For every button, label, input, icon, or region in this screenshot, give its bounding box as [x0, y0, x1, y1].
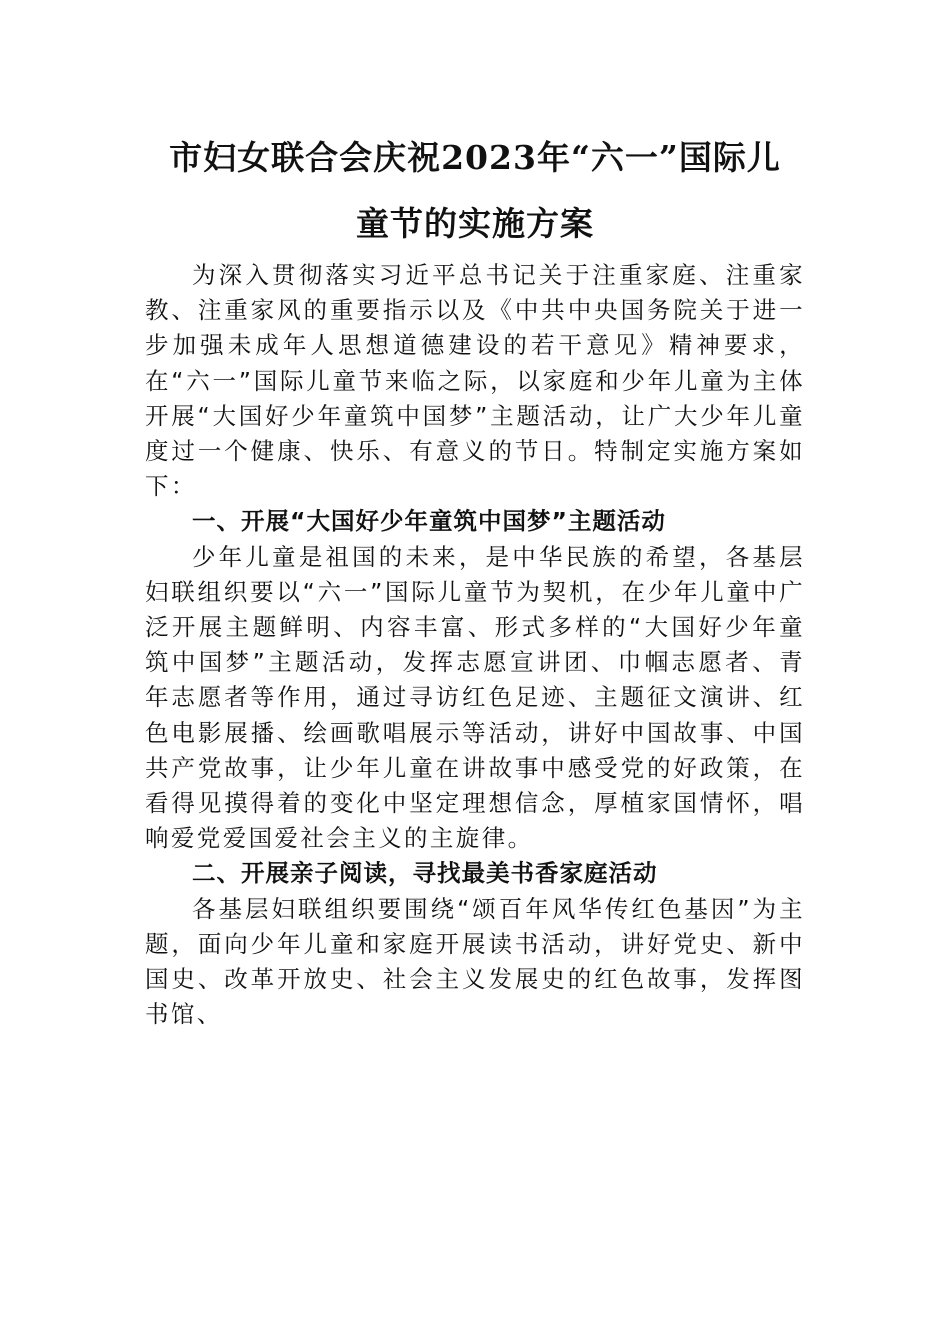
section-2-heading: 二、开展亲子阅读，寻找最美书香家庭活动 [192, 859, 658, 888]
document-body [145, 258, 805, 1032]
document-title-line-2: 童节的实施方案 [356, 204, 594, 243]
document-title-line-1: 市妇女联合会庆祝2023年“六一”国际儿 [169, 138, 781, 177]
section-2-paragraph: 各基层妇联组织要围绕“颂百年风华传红色基因”为主题，面向少年儿童和家庭开展读书活动，讲好党史、新中国史、改革开放史、社会主义发展史的红色故事，发挥图书馆、 [145, 894, 805, 1029]
section-1-paragraph: 少年儿童是祖国的未来，是中华民族的希望，各基层妇联组织要以“六一”国际儿童节为契机，在少年儿童中广泛开展主题鲜明、内容丰富、形式多样的“大国好少年童筑中国梦”主题活动，发挥志愿宣讲团、巾帼志愿者、青年志愿者等作用，通过寻访红色足迹、主题征文演讲、红色电影展播、绘画歌唱展示等活动，讲好中国故事、中国共产党故事，让少年儿童在讲故事中感受党的好政策，在看得见摸得着的变化中坚定理想信念，厚植家国情怀，唱响爱党爱国爱社会主义的主旋律。 [145, 542, 805, 853]
section-1-heading: 一、开展“大国好少年童筑中国梦”主题活动 [192, 507, 666, 536]
intro-paragraph: 为深入贯彻落实习近平总书记关于注重家庭、注重家教、注重家风的重要指示以及《中共中央国务院关于进一步加强未成年人思想道德建设的若干意见》精神要求，在“六一”国际儿童节来临之际，以家庭和少年儿童为主体开展“大国好少年童筑中国梦”主题活动，让广大少年儿童度过一个健康、快乐、有意义的节日。特制定实施方案如下： [145, 261, 805, 501]
